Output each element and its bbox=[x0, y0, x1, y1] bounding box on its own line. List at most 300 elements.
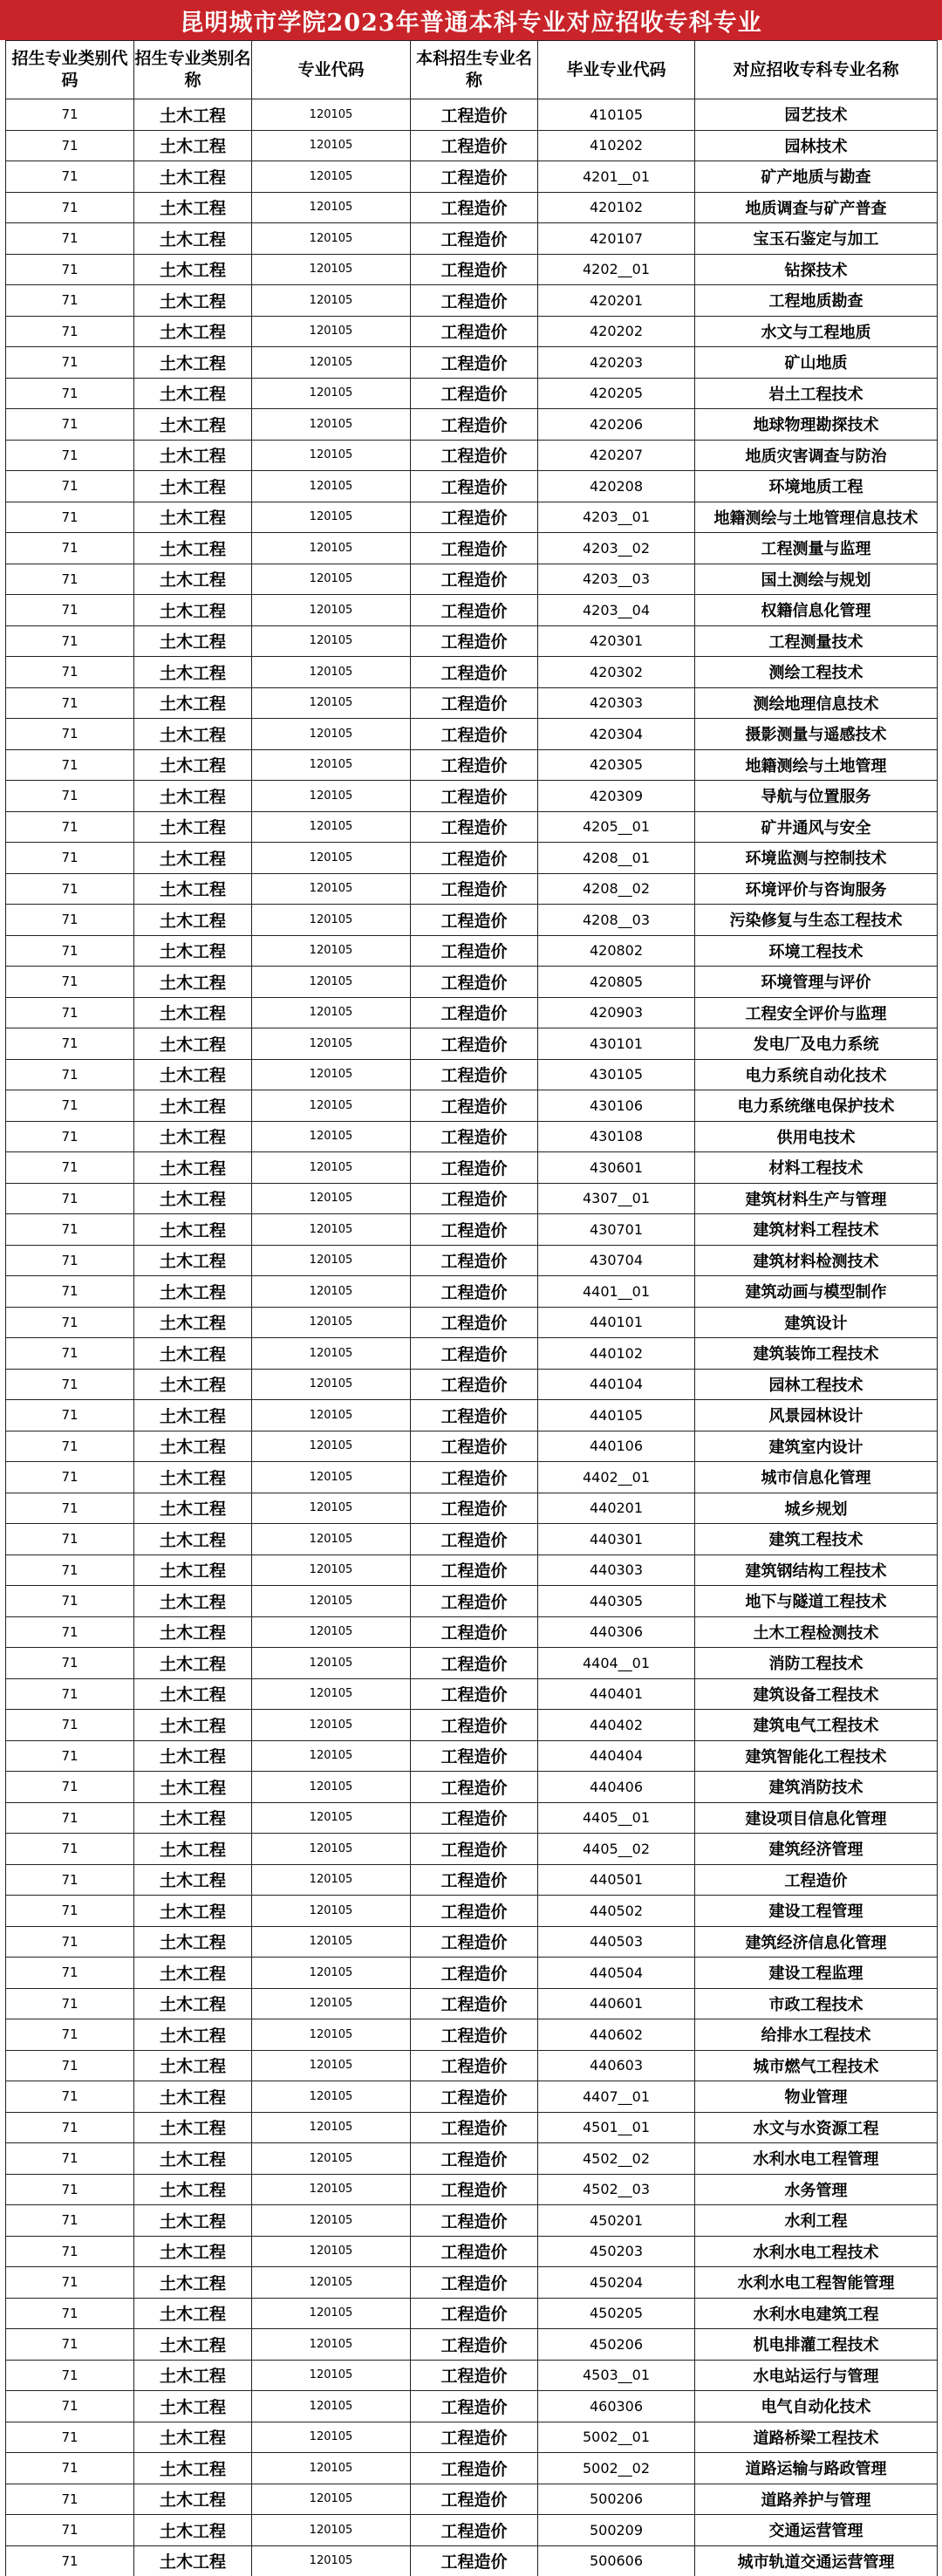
major-code-cell: 120105 bbox=[252, 1059, 411, 1090]
major-code-cell: 120105 bbox=[252, 1648, 411, 1679]
category-code-cell: 71 bbox=[6, 2081, 134, 2113]
major-code-cell: 120105 bbox=[252, 781, 411, 812]
graduate-code-cell: 4202__01 bbox=[538, 254, 695, 285]
graduate-code-cell: 420301 bbox=[538, 625, 695, 657]
category-code-cell: 71 bbox=[6, 409, 134, 441]
major-name-cell: 工程造价 bbox=[411, 1183, 538, 1214]
category-code-cell: 71 bbox=[6, 2545, 134, 2576]
graduate-name-cell: 电气自动化技术 bbox=[695, 2391, 938, 2422]
graduate-name-cell: 工程造价 bbox=[695, 1864, 938, 1896]
category-name-cell: 土木工程 bbox=[134, 1988, 252, 2019]
category-name-cell: 土木工程 bbox=[134, 2019, 252, 2051]
table-row bbox=[6, 657, 938, 688]
category-code-cell: 71 bbox=[6, 471, 134, 502]
major-code-cell: 120105 bbox=[252, 1214, 411, 1246]
major-name-cell: 工程造价 bbox=[411, 1958, 538, 1989]
graduate-name-cell: 建筑动画与模型制作 bbox=[695, 1276, 938, 1308]
graduate-name-cell: 宝玉石鉴定与加工 bbox=[695, 223, 938, 255]
major-code-cell: 120105 bbox=[252, 192, 411, 223]
graduate-name-cell: 国土测绘与规划 bbox=[695, 564, 938, 595]
major-code-cell: 120105 bbox=[252, 843, 411, 874]
graduate-code-cell: 430601 bbox=[538, 1152, 695, 1184]
major-name-cell: 工程造价 bbox=[411, 1524, 538, 1555]
major-code-cell: 120105 bbox=[252, 1958, 411, 1989]
table-row bbox=[6, 2236, 938, 2267]
major-code-cell: 120105 bbox=[252, 1183, 411, 1214]
major-code-cell: 120105 bbox=[252, 378, 411, 409]
category-name-cell: 土木工程 bbox=[134, 285, 252, 317]
graduate-name-cell: 地籍测绘与土地管理 bbox=[695, 749, 938, 781]
major-name-cell: 工程造价 bbox=[411, 1896, 538, 1927]
graduate-code-cell: 420303 bbox=[538, 687, 695, 719]
major-name-cell: 工程造价 bbox=[411, 1864, 538, 1896]
major-code-cell: 120105 bbox=[252, 285, 411, 317]
graduate-code-cell: 440504 bbox=[538, 1958, 695, 1989]
table-row bbox=[6, 1740, 938, 1772]
major-name-cell: 工程造价 bbox=[411, 285, 538, 317]
major-code-cell: 120105 bbox=[252, 1028, 411, 1060]
category-name-cell: 土木工程 bbox=[134, 2050, 252, 2081]
category-name-cell: 土木工程 bbox=[134, 1772, 252, 1803]
major-name-cell: 工程造价 bbox=[411, 2515, 538, 2546]
graduate-code-cell: 440201 bbox=[538, 1493, 695, 1524]
graduate-name-cell: 机电排灌工程技术 bbox=[695, 2329, 938, 2361]
category-code-cell: 71 bbox=[6, 2298, 134, 2329]
category-name-cell: 土木工程 bbox=[134, 409, 252, 441]
category-name-cell: 土木工程 bbox=[134, 1431, 252, 1462]
table-header bbox=[6, 41, 938, 99]
table-row bbox=[6, 440, 938, 471]
category-code-cell: 71 bbox=[6, 2143, 134, 2175]
category-code-cell: 71 bbox=[6, 2267, 134, 2299]
major-mapping-table bbox=[5, 40, 938, 2576]
table-row bbox=[6, 2422, 938, 2453]
graduate-code-cell: 4203__04 bbox=[538, 595, 695, 626]
category-code-cell: 71 bbox=[6, 316, 134, 347]
category-code-cell: 71 bbox=[6, 625, 134, 657]
major-name-cell: 工程造价 bbox=[411, 1988, 538, 2019]
category-code-cell: 71 bbox=[6, 192, 134, 223]
table-row bbox=[6, 1152, 938, 1184]
major-code-cell: 120105 bbox=[252, 2081, 411, 2113]
category-code-cell: 71 bbox=[6, 1710, 134, 1741]
major-code-cell: 120105 bbox=[252, 1554, 411, 1586]
category-name-cell: 土木工程 bbox=[134, 2236, 252, 2267]
major-name-cell: 工程造价 bbox=[411, 873, 538, 905]
graduate-code-cell: 440404 bbox=[538, 1740, 695, 1772]
graduate-name-cell: 污染修复与生态工程技术 bbox=[695, 905, 938, 936]
graduate-name-cell: 水利水电工程智能管理 bbox=[695, 2267, 938, 2299]
category-name-cell: 土木工程 bbox=[134, 1710, 252, 1741]
category-name-cell: 土木工程 bbox=[134, 1648, 252, 1679]
category-code-cell: 71 bbox=[6, 781, 134, 812]
table-row bbox=[6, 1431, 938, 1462]
major-name-cell: 工程造价 bbox=[411, 1678, 538, 1710]
table-row bbox=[6, 1586, 938, 1617]
graduate-name-cell: 工程测量与监理 bbox=[695, 533, 938, 564]
category-name-cell: 土木工程 bbox=[134, 254, 252, 285]
category-code-cell: 71 bbox=[6, 2360, 134, 2391]
major-code-cell: 120105 bbox=[252, 1586, 411, 1617]
graduate-name-cell: 土木工程检测技术 bbox=[695, 1616, 938, 1648]
graduate-code-cell: 440401 bbox=[538, 1678, 695, 1710]
category-name-cell: 土木工程 bbox=[134, 657, 252, 688]
category-code-cell: 71 bbox=[6, 687, 134, 719]
major-code-cell: 120105 bbox=[252, 2329, 411, 2361]
graduate-code-cell: 420309 bbox=[538, 781, 695, 812]
category-code-cell: 71 bbox=[6, 1276, 134, 1308]
major-name-cell: 工程造价 bbox=[411, 192, 538, 223]
table-row bbox=[6, 1183, 938, 1214]
category-name-cell: 土木工程 bbox=[134, 471, 252, 502]
category-code-cell: 71 bbox=[6, 749, 134, 781]
major-name-cell: 工程造价 bbox=[411, 1090, 538, 1122]
major-name-cell: 工程造价 bbox=[411, 316, 538, 347]
graduate-name-cell: 建设工程监理 bbox=[695, 1958, 938, 1989]
category-name-cell: 土木工程 bbox=[134, 2329, 252, 2361]
major-name-cell: 工程造价 bbox=[411, 440, 538, 471]
major-name-cell: 工程造价 bbox=[411, 1834, 538, 1865]
major-code-cell: 120105 bbox=[252, 1400, 411, 1431]
major-code-cell: 120105 bbox=[252, 1338, 411, 1370]
category-name-cell: 土木工程 bbox=[134, 1493, 252, 1524]
major-code-cell: 120105 bbox=[252, 2484, 411, 2515]
major-code-cell: 120105 bbox=[252, 1678, 411, 1710]
table-row bbox=[6, 2329, 938, 2361]
graduate-code-cell: 420304 bbox=[538, 719, 695, 750]
graduate-name-cell: 园林工程技术 bbox=[695, 1369, 938, 1400]
graduate-code-cell: 440303 bbox=[538, 1554, 695, 1586]
category-name-cell: 土木工程 bbox=[134, 2484, 252, 2515]
graduate-code-cell: 4201__01 bbox=[538, 161, 695, 193]
category-code-cell: 71 bbox=[6, 1648, 134, 1679]
major-name-cell: 工程造价 bbox=[411, 749, 538, 781]
major-code-cell: 120105 bbox=[252, 1369, 411, 1400]
graduate-code-cell: 440301 bbox=[538, 1524, 695, 1555]
category-name-cell: 土木工程 bbox=[134, 2515, 252, 2546]
category-name-cell: 土木工程 bbox=[134, 2298, 252, 2329]
major-name-cell: 工程造价 bbox=[411, 471, 538, 502]
major-code-cell: 120105 bbox=[252, 905, 411, 936]
category-name-cell: 土木工程 bbox=[134, 843, 252, 874]
major-code-cell: 120105 bbox=[252, 1772, 411, 1803]
category-code-cell: 71 bbox=[6, 843, 134, 874]
major-name-cell: 工程造价 bbox=[411, 502, 538, 533]
graduate-code-cell: 450201 bbox=[538, 2205, 695, 2237]
major-code-cell: 120105 bbox=[252, 440, 411, 471]
major-name-cell: 工程造价 bbox=[411, 1926, 538, 1958]
major-code-cell: 120105 bbox=[252, 625, 411, 657]
major-code-cell: 120105 bbox=[252, 2298, 411, 2329]
major-name-cell: 工程造价 bbox=[411, 2484, 538, 2515]
major-code-cell: 120105 bbox=[252, 1307, 411, 1338]
category-code-cell: 71 bbox=[6, 130, 134, 161]
graduate-code-cell: 500209 bbox=[538, 2515, 695, 2546]
graduate-name-cell: 建筑钢结构工程技术 bbox=[695, 1554, 938, 1586]
graduate-code-cell: 430108 bbox=[538, 1121, 695, 1152]
category-code-cell: 71 bbox=[6, 1772, 134, 1803]
graduate-name-cell: 岩土工程技术 bbox=[695, 378, 938, 409]
graduate-code-cell: 420903 bbox=[538, 997, 695, 1028]
table-body bbox=[6, 99, 938, 2576]
table-row bbox=[6, 719, 938, 750]
major-code-cell: 120105 bbox=[252, 2360, 411, 2391]
category-name-cell: 土木工程 bbox=[134, 1864, 252, 1896]
major-code-cell: 120105 bbox=[252, 687, 411, 719]
header-category-code: 招生专业类别代码 bbox=[6, 41, 134, 99]
major-code-cell: 120105 bbox=[252, 2019, 411, 2051]
category-name-cell: 土木工程 bbox=[134, 2391, 252, 2422]
category-name-cell: 土木工程 bbox=[134, 1586, 252, 1617]
table-row bbox=[6, 1554, 938, 1586]
graduate-code-cell: 4401__01 bbox=[538, 1276, 695, 1308]
table-row bbox=[6, 1802, 938, 1834]
major-name-cell: 工程造价 bbox=[411, 843, 538, 874]
graduate-name-cell: 地球物理勘探技术 bbox=[695, 409, 938, 441]
graduate-name-cell: 水利水电工程管理 bbox=[695, 2143, 938, 2175]
table-row bbox=[6, 1616, 938, 1648]
graduate-name-cell: 电力系统自动化技术 bbox=[695, 1059, 938, 1090]
category-code-cell: 71 bbox=[6, 873, 134, 905]
category-code-cell: 71 bbox=[6, 1740, 134, 1772]
category-code-cell: 71 bbox=[6, 378, 134, 409]
category-name-cell: 土木工程 bbox=[134, 2174, 252, 2205]
category-name-cell: 土木工程 bbox=[134, 1462, 252, 1493]
category-name-cell: 土木工程 bbox=[134, 1121, 252, 1152]
table-row bbox=[6, 873, 938, 905]
major-name-cell: 工程造价 bbox=[411, 1059, 538, 1090]
category-name-cell: 土木工程 bbox=[134, 223, 252, 255]
graduate-code-cell: 4404__01 bbox=[538, 1648, 695, 1679]
major-name-cell: 工程造价 bbox=[411, 1462, 538, 1493]
category-name-cell: 土木工程 bbox=[134, 1245, 252, 1276]
category-code-cell: 71 bbox=[6, 1462, 134, 1493]
table-row bbox=[6, 2205, 938, 2237]
major-code-cell: 120105 bbox=[252, 254, 411, 285]
graduate-code-cell: 450206 bbox=[538, 2329, 695, 2361]
header-graduate-code: 毕业专业代码 bbox=[538, 41, 695, 99]
major-code-cell: 120105 bbox=[252, 223, 411, 255]
category-code-cell: 71 bbox=[6, 2174, 134, 2205]
graduate-name-cell: 供用电技术 bbox=[695, 1121, 938, 1152]
graduate-name-cell: 建设项目信息化管理 bbox=[695, 1802, 938, 1834]
major-code-cell: 120105 bbox=[252, 1152, 411, 1184]
graduate-code-cell: 4208__01 bbox=[538, 843, 695, 874]
graduate-name-cell: 建筑装饰工程技术 bbox=[695, 1338, 938, 1370]
major-name-cell: 工程造价 bbox=[411, 161, 538, 193]
category-code-cell: 71 bbox=[6, 1834, 134, 1865]
graduate-name-cell: 发电厂及电力系统 bbox=[695, 1028, 938, 1060]
category-name-cell: 土木工程 bbox=[134, 749, 252, 781]
category-name-cell: 土木工程 bbox=[134, 1554, 252, 1586]
category-name-cell: 土木工程 bbox=[134, 502, 252, 533]
major-name-cell: 工程造价 bbox=[411, 223, 538, 255]
category-name-cell: 土木工程 bbox=[134, 2360, 252, 2391]
major-name-cell: 工程造价 bbox=[411, 409, 538, 441]
category-name-cell: 土木工程 bbox=[134, 935, 252, 967]
major-code-cell: 120105 bbox=[252, 1802, 411, 1834]
category-name-cell: 土木工程 bbox=[134, 1802, 252, 1834]
graduate-code-cell: 430101 bbox=[538, 1028, 695, 1060]
graduate-code-cell: 420302 bbox=[538, 657, 695, 688]
header-category-name: 招生专业类别名称 bbox=[134, 41, 252, 99]
category-code-cell: 71 bbox=[6, 719, 134, 750]
category-name-cell: 土木工程 bbox=[134, 2143, 252, 2175]
table-row bbox=[6, 316, 938, 347]
graduate-code-cell: 420102 bbox=[538, 192, 695, 223]
major-code-cell: 120105 bbox=[252, 130, 411, 161]
table-row bbox=[6, 781, 938, 812]
graduate-name-cell: 交通运营管理 bbox=[695, 2515, 938, 2546]
major-name-cell: 工程造价 bbox=[411, 1648, 538, 1679]
major-code-cell: 120105 bbox=[252, 1616, 411, 1648]
table-row bbox=[6, 99, 938, 131]
category-code-cell: 71 bbox=[6, 1059, 134, 1090]
graduate-code-cell: 450204 bbox=[538, 2267, 695, 2299]
graduate-code-cell: 420207 bbox=[538, 440, 695, 471]
graduate-code-cell: 4205__01 bbox=[538, 811, 695, 843]
category-code-cell: 71 bbox=[6, 2112, 134, 2143]
graduate-code-cell: 420205 bbox=[538, 378, 695, 409]
graduate-name-cell: 建筑消防技术 bbox=[695, 1772, 938, 1803]
graduate-code-cell: 420203 bbox=[538, 347, 695, 379]
graduate-name-cell: 水电站运行与管理 bbox=[695, 2360, 938, 2391]
major-name-cell: 工程造价 bbox=[411, 1307, 538, 1338]
category-name-cell: 土木工程 bbox=[134, 1090, 252, 1122]
category-name-cell: 土木工程 bbox=[134, 378, 252, 409]
page-title: 昆明城市学院2023年普通本科专业对应招收专科专业 bbox=[0, 0, 942, 40]
table-row bbox=[6, 1276, 938, 1308]
category-code-cell: 71 bbox=[6, 1245, 134, 1276]
major-name-cell: 工程造价 bbox=[411, 2298, 538, 2329]
graduate-name-cell: 物业管理 bbox=[695, 2081, 938, 2113]
major-code-cell: 120105 bbox=[252, 1864, 411, 1896]
table-row bbox=[6, 1710, 938, 1741]
category-code-cell: 71 bbox=[6, 2515, 134, 2546]
graduate-code-cell: 4203__02 bbox=[538, 533, 695, 564]
graduate-code-cell: 5002__01 bbox=[538, 2422, 695, 2453]
category-code-cell: 71 bbox=[6, 2453, 134, 2484]
category-name-cell: 土木工程 bbox=[134, 873, 252, 905]
graduate-code-cell: 4203__01 bbox=[538, 502, 695, 533]
category-code-cell: 71 bbox=[6, 1183, 134, 1214]
graduate-name-cell: 城市信息化管理 bbox=[695, 1462, 938, 1493]
category-code-cell: 71 bbox=[6, 2019, 134, 2051]
category-code-cell: 71 bbox=[6, 657, 134, 688]
category-name-cell: 土木工程 bbox=[134, 1896, 252, 1927]
category-name-cell: 土木工程 bbox=[134, 1183, 252, 1214]
graduate-name-cell: 城乡规划 bbox=[695, 1493, 938, 1524]
major-code-cell: 120105 bbox=[252, 1245, 411, 1276]
major-name-cell: 工程造价 bbox=[411, 564, 538, 595]
table-row bbox=[6, 1493, 938, 1524]
graduate-code-cell: 430701 bbox=[538, 1214, 695, 1246]
graduate-code-cell: 440602 bbox=[538, 2019, 695, 2051]
table-row bbox=[6, 2081, 938, 2113]
table-row bbox=[6, 1400, 938, 1431]
table-row bbox=[6, 2453, 938, 2484]
category-name-cell: 土木工程 bbox=[134, 161, 252, 193]
graduate-name-cell: 水文与水资源工程 bbox=[695, 2112, 938, 2143]
category-code-cell: 71 bbox=[6, 347, 134, 379]
category-code-cell: 71 bbox=[6, 1307, 134, 1338]
table-row bbox=[6, 1028, 938, 1060]
major-name-cell: 工程造价 bbox=[411, 1214, 538, 1246]
graduate-name-cell: 给排水工程技术 bbox=[695, 2019, 938, 2051]
table-row bbox=[6, 502, 938, 533]
graduate-code-cell: 4208__02 bbox=[538, 873, 695, 905]
major-code-cell: 120105 bbox=[252, 2422, 411, 2453]
category-name-cell: 土木工程 bbox=[134, 1338, 252, 1370]
category-code-cell: 71 bbox=[6, 285, 134, 317]
table-row bbox=[6, 471, 938, 502]
category-code-cell: 71 bbox=[6, 2329, 134, 2361]
category-code-cell: 71 bbox=[6, 1338, 134, 1370]
major-code-cell: 120105 bbox=[252, 997, 411, 1028]
graduate-name-cell: 水利工程 bbox=[695, 2205, 938, 2237]
graduate-name-cell: 材料工程技术 bbox=[695, 1152, 938, 1184]
category-name-cell: 土木工程 bbox=[134, 905, 252, 936]
graduate-code-cell: 440106 bbox=[538, 1431, 695, 1462]
category-code-cell: 71 bbox=[6, 1152, 134, 1184]
graduate-code-cell: 4407__01 bbox=[538, 2081, 695, 2113]
graduate-code-cell: 420206 bbox=[538, 409, 695, 441]
major-name-cell: 工程造价 bbox=[411, 1554, 538, 1586]
category-code-cell: 71 bbox=[6, 1524, 134, 1555]
major-name-cell: 工程造价 bbox=[411, 378, 538, 409]
category-name-cell: 土木工程 bbox=[134, 1524, 252, 1555]
graduate-name-cell: 测绘地理信息技术 bbox=[695, 687, 938, 719]
major-name-cell: 工程造价 bbox=[411, 1121, 538, 1152]
major-code-cell: 120105 bbox=[252, 719, 411, 750]
major-code-cell: 120105 bbox=[252, 657, 411, 688]
category-name-cell: 土木工程 bbox=[134, 967, 252, 998]
category-code-cell: 71 bbox=[6, 1896, 134, 1927]
category-code-cell: 71 bbox=[6, 1678, 134, 1710]
category-code-cell: 71 bbox=[6, 564, 134, 595]
graduate-name-cell: 地籍测绘与土地管理信息技术 bbox=[695, 502, 938, 533]
category-code-cell: 71 bbox=[6, 2484, 134, 2515]
graduate-name-cell: 地下与隧道工程技术 bbox=[695, 1586, 938, 1617]
graduate-code-cell: 440105 bbox=[538, 1400, 695, 1431]
graduate-name-cell: 钻探技术 bbox=[695, 254, 938, 285]
graduate-code-cell: 420208 bbox=[538, 471, 695, 502]
category-code-cell: 71 bbox=[6, 1616, 134, 1648]
major-code-cell: 120105 bbox=[252, 471, 411, 502]
category-name-cell: 土木工程 bbox=[134, 192, 252, 223]
header-major-name: 本科招生专业名称 bbox=[411, 41, 538, 99]
graduate-name-cell: 工程测量技术 bbox=[695, 625, 938, 657]
major-code-cell: 120105 bbox=[252, 533, 411, 564]
graduate-code-cell: 4502__02 bbox=[538, 2143, 695, 2175]
category-name-cell: 土木工程 bbox=[134, 1152, 252, 1184]
major-code-cell: 120105 bbox=[252, 873, 411, 905]
graduate-code-cell: 4203__03 bbox=[538, 564, 695, 595]
category-name-cell: 土木工程 bbox=[134, 347, 252, 379]
category-code-cell: 71 bbox=[6, 1431, 134, 1462]
graduate-name-cell: 地质调查与矿产普查 bbox=[695, 192, 938, 223]
major-name-cell: 工程造价 bbox=[411, 254, 538, 285]
major-name-cell: 工程造价 bbox=[411, 130, 538, 161]
major-name-cell: 工程造价 bbox=[411, 2391, 538, 2422]
major-code-cell: 120105 bbox=[252, 409, 411, 441]
category-code-cell: 71 bbox=[6, 1926, 134, 1958]
graduate-name-cell: 导航与位置服务 bbox=[695, 781, 938, 812]
category-code-cell: 71 bbox=[6, 1864, 134, 1896]
graduate-name-cell: 建筑设计 bbox=[695, 1307, 938, 1338]
category-code-cell: 71 bbox=[6, 2391, 134, 2422]
graduate-code-cell: 440402 bbox=[538, 1710, 695, 1741]
